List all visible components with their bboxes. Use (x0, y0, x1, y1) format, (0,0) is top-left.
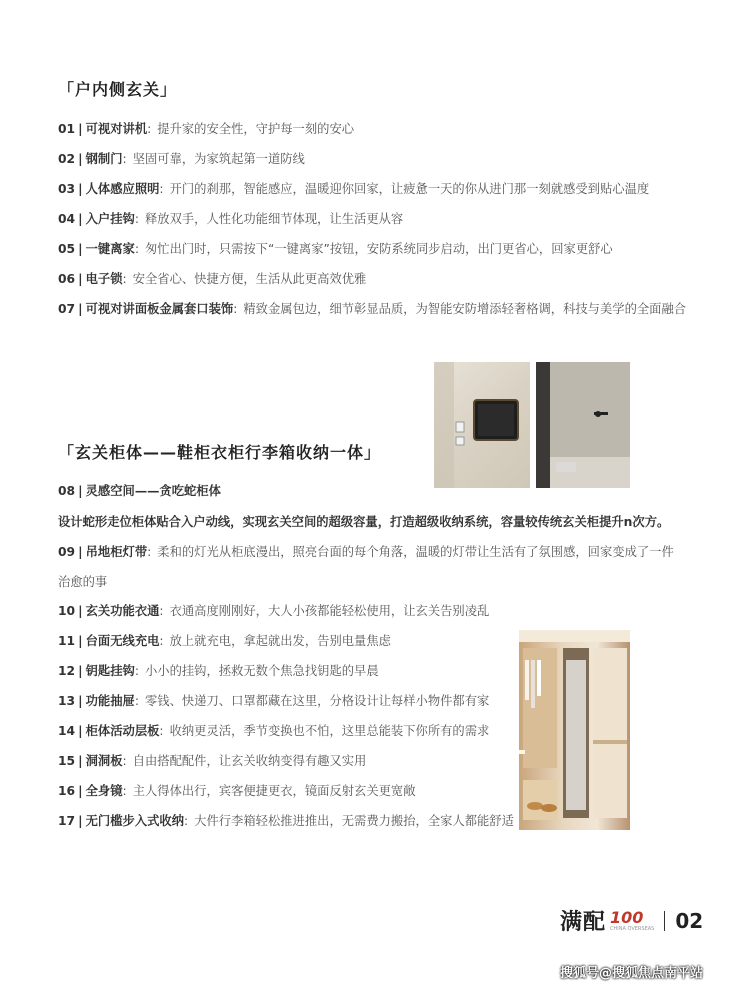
item-number: 16 (58, 784, 76, 798)
item-number: 07 (58, 302, 76, 316)
list-item: 15 | 洞洞板: 自由搭配配件，让玄关收纳变得有趣又实用 (58, 754, 367, 768)
brand-logo-number: 100 (610, 907, 644, 927)
item-label: 灵感空间——贪吃蛇柜体 (85, 484, 221, 498)
item-desc: 安全省心、快捷方便，生活从此更高效优雅 (132, 272, 367, 286)
list-item: 07 | 可视对讲面板金属套口装饰: 精致金属包边，细节彰显品质，为智能安防增添轻奢格调，科技与美学的全面融合 (58, 302, 687, 316)
item-separator: | (78, 754, 83, 768)
item-desc: 提升家的安全性，守护每一刻的安心 (157, 122, 355, 136)
list-item: 12 | 钥匙挂钩: 小小的挂钩，拯救无数个焦急找钥匙的早晨 (58, 664, 379, 678)
list-item: 01 | 可视对讲机: 提升家的安全性，守护每一刻的安心 (58, 122, 355, 136)
item-desc: 释放双手，人性化功能细节体现，让生活更从容 (144, 212, 404, 226)
item-desc: 主人得体出行，宾客便捷更衣，镜面反射玄关更宽敞 (132, 784, 416, 798)
item-desc: 匆忙出门时，只需按下“一键离家”按钮，安防系统同步启动，出门更省心，回家更舒心 (144, 242, 613, 256)
list-item: 04 | 入户挂钩: 释放双手，人性化功能细节体现，让生活更从容 (58, 212, 404, 226)
item-desc: 柔和的灯光从柜底漫出，照亮台面的每个角落，温暖的灯带让生活有了氛围感，回家变成了一件治愈的事 (58, 545, 674, 589)
item-label: 无门槛步入式收纳 (85, 814, 185, 828)
brand-name: 满配 (560, 909, 607, 935)
item-desc: 精致金属包边，细节彰显品质，为智能安防增添轻奢格调，科技与美学的全面融合 (243, 302, 687, 316)
list-item: 09 | 吊地柜灯带: 柔和的灯光从柜底漫出，照亮台面的每个角落，温暖的灯带让生活有了氛围感，回家变成了一件治愈的事 (58, 545, 674, 589)
item-number: 06 (58, 272, 76, 286)
cabinet-summary-text: 设计蛇形走位柜体贴合入户动线，实现玄关空间的超级容量，打造超级收纳系统，容量较传统玄关柜提升n次方。 (58, 515, 670, 529)
brand-logo-subtext: CHINA OVERSEAS (610, 925, 655, 932)
item-separator: | (78, 634, 83, 648)
list-item: 14 | 柜体活动层板: 收纳更灵活，季节变换也不怕，这里总能装下你所有的需求 (58, 724, 490, 738)
section-title-entrance-cabinet: 「玄关柜体——鞋柜衣柜行李箱收纳一体」 (58, 443, 382, 462)
item-separator: | (78, 122, 83, 136)
item-separator: | (78, 694, 83, 708)
item-separator: | (78, 212, 83, 226)
list-item: 06 | 电子锁: 安全省心、快捷方便，生活从此更高效优雅 (58, 272, 367, 286)
item-number: 02 (58, 152, 76, 166)
list-item: 17 | 无门槛步入式收纳: 大件行李箱轻松推进推出，无需费力搬抬，全家人都能舒适 (58, 814, 514, 828)
item-label: 功能抽屉 (85, 694, 135, 708)
item-desc: 大件行李箱轻松推进推出，无需费力搬抬，全家人都能舒适 (194, 814, 514, 828)
item-desc: 坚固可靠，为家筑起第一道防线 (132, 152, 305, 166)
list-item: 10 | 玄关功能衣通: 衣通高度刚刚好，大人小孩都能轻松使用，让玄关告别凌乱 (58, 604, 490, 618)
item-number: 01 (58, 122, 76, 136)
item-label: 洞洞板 (85, 754, 123, 768)
item-label: 玄关功能衣通 (85, 604, 160, 618)
item-separator: | (78, 784, 83, 798)
item-separator: | (78, 604, 83, 618)
item-number: 17 (58, 814, 76, 828)
item-label: 电子锁 (85, 272, 123, 286)
item-desc: 小小的挂钩，拯救无数个焦急找钥匙的早晨 (144, 664, 379, 678)
item-number: 13 (58, 694, 76, 708)
item-label: 钥匙挂钩 (85, 664, 135, 678)
item-number: 10 (58, 604, 76, 618)
item-separator: | (78, 242, 83, 256)
item-separator: | (78, 302, 83, 316)
item-separator: | (78, 545, 83, 559)
brand-footer (560, 905, 703, 936)
item-desc: 放上就充电，拿起就出发，告别电量焦虑 (169, 634, 391, 648)
item-separator: | (78, 664, 83, 678)
item-label: 入户挂钩 (85, 212, 135, 226)
item-label: 可视对讲机 (85, 122, 148, 136)
list-item: 03 | 人体感应照明: 开门的刹那，智能感应，温暖迎你回家，让疲惫一天的你从进门那一刻就感受到贴心温度 (58, 182, 650, 196)
item-separator: | (78, 182, 83, 196)
item-number: 12 (58, 664, 76, 678)
watermark: 搜狐号@搜狐焦点南平站 (560, 966, 704, 981)
list-item: 11 | 台面无线充电: 放上就充电，拿起就出发，告别电量焦虑 (58, 634, 391, 648)
brand-logo (610, 907, 655, 932)
list-item: 13 | 功能抽屉: 零钱、快递刀、口罩都藏在这里，分格设计让每样小物件都有家 (58, 694, 490, 708)
item-separator: | (78, 814, 83, 828)
item-label: 全身镜 (85, 784, 123, 798)
item-label: 吊地柜灯带 (85, 545, 148, 559)
item-label: 可视对讲面板金属套口装饰 (85, 302, 234, 316)
item-label: 一键离家 (85, 242, 135, 256)
item-label: 台面无线充电 (85, 634, 160, 648)
photo-intercom-panel-illustration (434, 362, 530, 488)
photo-intercom-panel (434, 362, 530, 488)
item-separator: | (78, 724, 83, 738)
item-separator: | (78, 152, 83, 166)
item-number: 11 (58, 634, 76, 648)
list-item: 16 | 全身镜: 主人得体出行，宾客便捷更衣，镜面反射玄关更宽敞 (58, 784, 416, 798)
page-number: 02 (675, 908, 704, 933)
item-number: 15 (58, 754, 76, 768)
item-desc: 零钱、快递刀、口罩都藏在这里，分格设计让每样小物件都有家 (144, 694, 490, 708)
item-label: 柜体活动层板 (85, 724, 160, 738)
item-number: 09 (58, 545, 76, 559)
item-number: 08 (58, 484, 76, 498)
item-separator: | (78, 484, 83, 498)
item-desc: 自由搭配配件，让玄关收纳变得有趣又实用 (132, 754, 367, 768)
item-desc: 开门的刹那，智能感应，温暖迎你回家，让疲惫一天的你从进门那一刻就感受到贴心温度 (169, 182, 650, 196)
photo-steel-door (536, 362, 630, 488)
item-desc: 衣通高度刚刚好，大人小孩都能轻松使用，让玄关告别凌乱 (169, 604, 490, 618)
item-number: 14 (58, 724, 76, 738)
item-separator: | (78, 272, 83, 286)
item-label: 钢制门 (85, 152, 123, 166)
photo-entrance-cabinet (519, 630, 630, 830)
footer-divider (664, 911, 665, 931)
item-number: 03 (58, 182, 76, 196)
item-label: 人体感应照明 (85, 182, 160, 196)
item-number: 04 (58, 212, 76, 226)
item-desc: 收纳更灵活，季节变换也不怕，这里总能装下你所有的需求 (169, 724, 490, 738)
photo-entrance-cabinet-illustration (519, 630, 630, 830)
list-item: 02 | 钢制门: 坚固可靠，为家筑起第一道防线 (58, 152, 305, 166)
list-item: 05 | 一键离家: 匆忙出门时，只需按下“一键离家”按钮，安防系统同步启动，出门更省心，回家更舒心 (58, 242, 613, 256)
photo-steel-door-illustration (536, 362, 630, 488)
section-title-entrance-inner: 「户内侧玄关」 (58, 80, 178, 99)
item-number: 05 (58, 242, 76, 256)
list-item (58, 482, 221, 500)
